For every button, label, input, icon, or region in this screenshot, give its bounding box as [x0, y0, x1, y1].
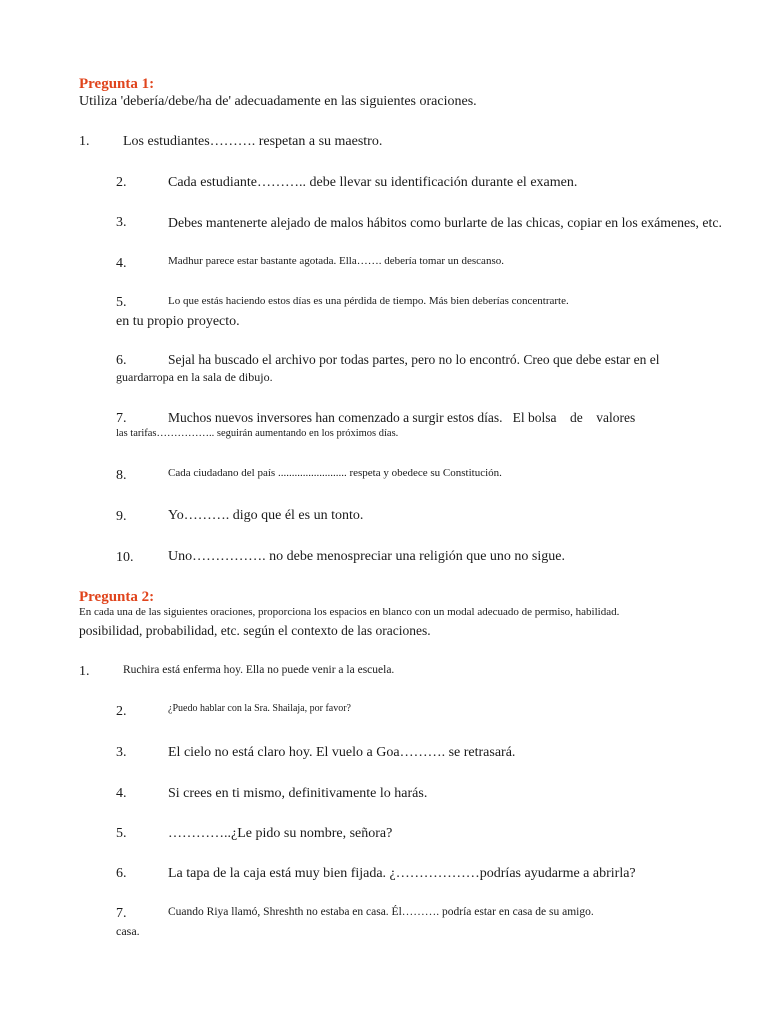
q2-item-6-text: La tapa de la caja está muy bien fijada. ¿………………podrías ayudarme a abrirla? — [168, 866, 636, 881]
q1-item-10-text: Uno……………. no debe menospreciar una religión que uno no sigue. — [168, 549, 565, 564]
q2-item-5-text: …………..¿Le pido su nombre, señora? — [168, 826, 393, 841]
q1-item-7-number: 7. — [116, 411, 127, 426]
q2-instruction-line2: posibilidad, probabilidad, etc. según el contexto de las oraciones. — [79, 623, 431, 638]
q1-item-10-number: 10. — [116, 550, 134, 565]
q1-item-1-number: 1. — [79, 134, 90, 149]
q2-heading: Pregunta 2: — [79, 589, 155, 605]
q2-item-2-number: 2. — [116, 704, 127, 719]
q1-item-9-number: 9. — [116, 509, 127, 524]
q1-item-6-number: 6. — [116, 353, 127, 368]
q2-item-7-continuation: casa. — [116, 924, 140, 938]
q2-item-5-number: 5. — [116, 826, 127, 841]
q2-item-3-number: 3. — [116, 745, 127, 760]
q1-item-6-continuation: guardarropa en la sala de dibujo. — [116, 370, 273, 384]
q2-item-7-number: 7. — [116, 906, 127, 921]
q2-item-4-number: 4. — [116, 786, 127, 801]
q1-item-8-text: Cada ciudadano del país ......................... respeta y obedece su Constitución. — [168, 467, 502, 479]
q1-item-3-number: 3. — [116, 215, 127, 230]
q1-item-2-number: 2. — [116, 175, 127, 190]
q1-item-4-number: 4. — [116, 256, 127, 271]
q2-item-1-number: 1. — [79, 664, 90, 679]
q2-item-2-text: ¿Puedo hablar con la Sra. Shailaja, por favor? — [168, 703, 351, 714]
q1-item-9-text: Yo………. digo que él es un tonto. — [168, 508, 364, 523]
q1-item-7-text: Muchos nuevos inversores han comenzado a surgir estos días. El bolsa de valores — [168, 410, 636, 425]
q1-heading: Pregunta 1: — [79, 76, 155, 92]
q2-item-7-text: Cuando Riya llamó, Shreshth no estaba en casa. Él………. podría estar en casa de su amigo. — [168, 906, 594, 918]
q1-item-4-text: Madhur parece estar bastante agotada. Ella……. debería tomar un descanso. — [168, 255, 504, 267]
q1-item-5-text: Lo que estás haciendo estos días es una pérdida de tiempo. Más bien deberías concentrarte. — [168, 295, 569, 307]
q2-instruction-line1: En cada una de las siguientes oraciones, proporciona los espacios en blanco con un modal adecuado de permiso, habilidad. — [79, 606, 620, 618]
q2-item-1-text: Ruchira está enferma hoy. Ella no puede venir a la escuela. — [123, 664, 395, 676]
q1-item-2-text: Cada estudiante……….. debe llevar su identificación durante el examen. — [168, 175, 578, 190]
q2-item-6-number: 6. — [116, 866, 127, 881]
q1-item-3-text: Debes mantenerte alejado de malos hábitos como burlarte de las chicas, copiar en los exámenes, etc. — [168, 215, 722, 230]
q1-item-5-continuation: en tu propio proyecto. — [116, 314, 240, 329]
q1-item-1-text: Los estudiantes………. respetan a su maestro. — [123, 134, 383, 149]
q1-item-8-number: 8. — [116, 468, 127, 483]
q1-item-7-continuation: las tarifas…………….. seguirán aumentando en los próximos días. — [116, 428, 399, 439]
q1-item-6-text: Sejal ha buscado el archivo por todas partes, pero no lo encontró. Creo que debe estar en el — [168, 352, 660, 367]
q1-item-5-number: 5. — [116, 295, 127, 310]
q2-item-3-text: El cielo no está claro hoy. El vuelo a Goa………. se retrasará. — [168, 745, 516, 760]
q1-instruction: Utiliza 'debería/debe/ha de' adecuadamente en las siguientes oraciones. — [79, 94, 477, 109]
q2-item-4-text: Si crees en ti mismo, definitivamente lo harás. — [168, 786, 428, 801]
